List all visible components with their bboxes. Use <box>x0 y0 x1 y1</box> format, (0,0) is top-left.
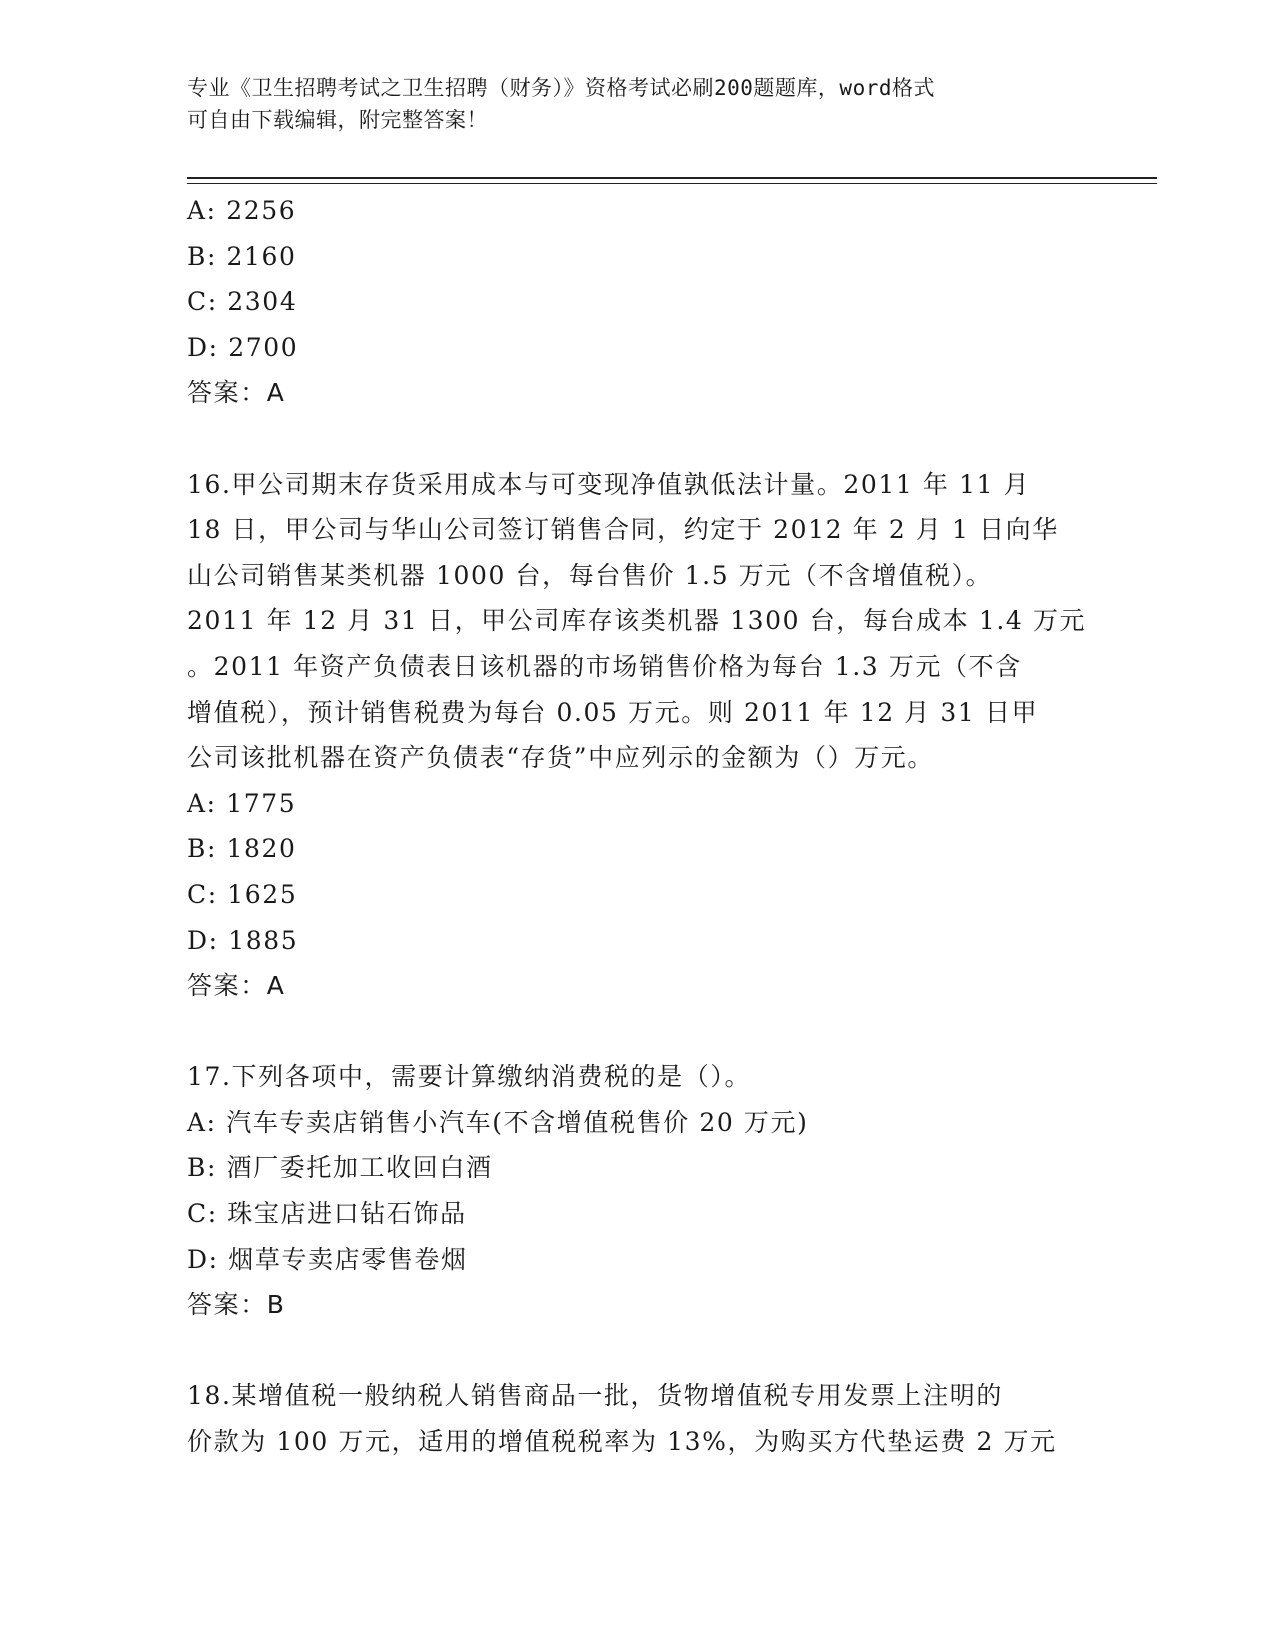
question-list <box>187 188 1087 1465</box>
q16-answer: 答案：A <box>187 971 286 1001</box>
question-17-block <box>187 1054 1087 1328</box>
document-header <box>187 72 1067 136</box>
q16-option-a: A: 1775 <box>187 788 297 818</box>
q16-stem-line: 增值税），预计销售税费为每台 0.05 万元。则 2011 年 12 月 31 日甲 <box>187 697 1039 727</box>
spacer <box>187 416 1087 462</box>
q16-option-c: C: 1625 <box>187 879 298 909</box>
q17-option-a: A: 汽车专卖店销售小汽车(不含增值税售价 20 万元) <box>187 1107 809 1137</box>
q15-option-c: C: 2304 <box>187 287 298 317</box>
q15-answer: 答案：A <box>187 378 286 408</box>
q17-option-c: C: 珠宝店进口钻石饰品 <box>187 1199 467 1229</box>
q15-option-b: B: 2160 <box>187 241 297 271</box>
q16-stem-line: 18 日，甲公司与华山公司签订销售合同，约定于 2012 年 2 月 1 日向华 <box>187 515 1059 545</box>
q18-stem-line: 18.某增值税一般纳税人销售商品一批，货物增值税专用发票上注明的 <box>187 1381 1003 1411</box>
header-title-line-1: 专业《卫生招聘考试之卫生招聘（财务）》资格考试必刷200题题库，word格式 <box>187 76 935 100</box>
q17-option-d: D: 烟草专卖店零售卷烟 <box>187 1244 468 1274</box>
q17-answer: 答案：B <box>187 1290 286 1320</box>
q18-stem-line: 价款为 100 万元，适用的增值税税率为 13%，为购买方代垫运费 2 万元 <box>187 1427 1057 1457</box>
q15-option-d: D: 2700 <box>187 332 299 362</box>
q16-stem-line: 山公司销售某类机器 1000 台，每台售价 1.5 万元（不含增值税）。 <box>187 560 993 590</box>
q16-stem-line: 公司该批机器在资产负债表“存货”中应列示的金额为（）万元。 <box>187 743 934 773</box>
question-16-block <box>187 462 1087 1009</box>
question-15-block <box>187 188 1087 416</box>
spacer <box>187 1328 1087 1374</box>
q16-stem-line: 。2011 年资产负债表日该机器的市场销售价格为每台 1.3 万元（不含 <box>187 651 1022 681</box>
q16-stem-line: 16.甲公司期末存货采用成本与可变现净值孰低法计量。2011 年 11 月 <box>187 469 1031 499</box>
q17-option-b: B: 酒厂委托加工收回白酒 <box>187 1153 493 1183</box>
q16-stem-line: 2011 年 12 月 31 日，甲公司库存该类机器 1300 台，每台成本 1.4 万元 <box>187 606 1087 636</box>
question-18-block <box>187 1373 1087 1464</box>
header-title-line-2: 可自由下载编辑，附完整答案！ <box>187 108 488 132</box>
q17-stem-line: 17.下列各项中，需要计算缴纳消费税的是（）。 <box>187 1062 752 1092</box>
q16-option-d: D: 1885 <box>187 925 299 955</box>
spacer <box>187 1009 1087 1055</box>
header-rule-thick <box>187 177 1157 179</box>
q15-option-a: A: 2256 <box>187 196 297 225</box>
q16-option-b: B: 1820 <box>187 834 297 864</box>
header-rule-thin <box>187 183 1157 184</box>
